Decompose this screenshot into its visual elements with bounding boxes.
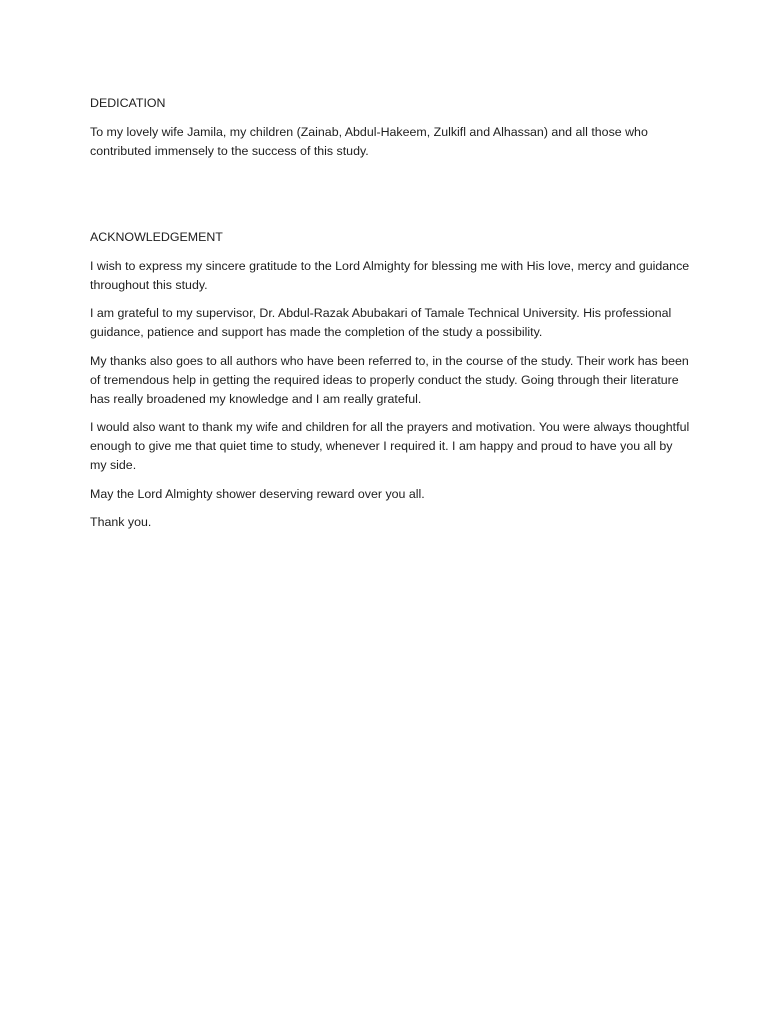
acknowledgement-paragraph-4: I would also want to thank my wife and children for all the prayers and motivation. You were always thoughtful enough to give me that quiet time to study, whenever I required it. I am happy and proud to have you all by my side.	[90, 420, 690, 472]
dedication-text: To my lovely wife Jamila, my children (Zainab, Abdul-Hakeem, Zulkifl and Alhassan) and all those who contributed immensely to the success of this study.	[90, 125, 648, 158]
acknowledgement-heading: ACKNOWLEDGEMENT	[90, 229, 223, 244]
acknowledgement-paragraph-1: I wish to express my sincere gratitude to the Lord Almighty for blessing me with His love, mercy and guidance throughout this study.	[90, 258, 690, 292]
acknowledgement-paragraph-3: My thanks also goes to all authors who have been referred to, in the course of the study. Their work has been of tremendous help in getting the required ideas to properly conduct the study. Going through their literature has really broadened my knowledge and I am really grateful.	[90, 353, 689, 406]
acknowledgement-paragraph-6: Thank you.	[90, 515, 152, 529]
section-spacer	[90, 171, 690, 228]
acknowledgement-paragraph-2: I am grateful to my supervisor, Dr. Abdul-Razak Abubakari of Tamale Technical University. His professional guidance, patience and support has made the completion of the study a possibility.	[90, 306, 672, 339]
acknowledgement-paragraph-5: May the Lord Almighty shower deserving reward over you all.	[90, 486, 425, 501]
document-body	[90, 94, 690, 542]
acknowledgement-section	[90, 228, 690, 533]
dedication-section	[90, 94, 690, 161]
dedication-heading: DEDICATION	[90, 96, 166, 110]
